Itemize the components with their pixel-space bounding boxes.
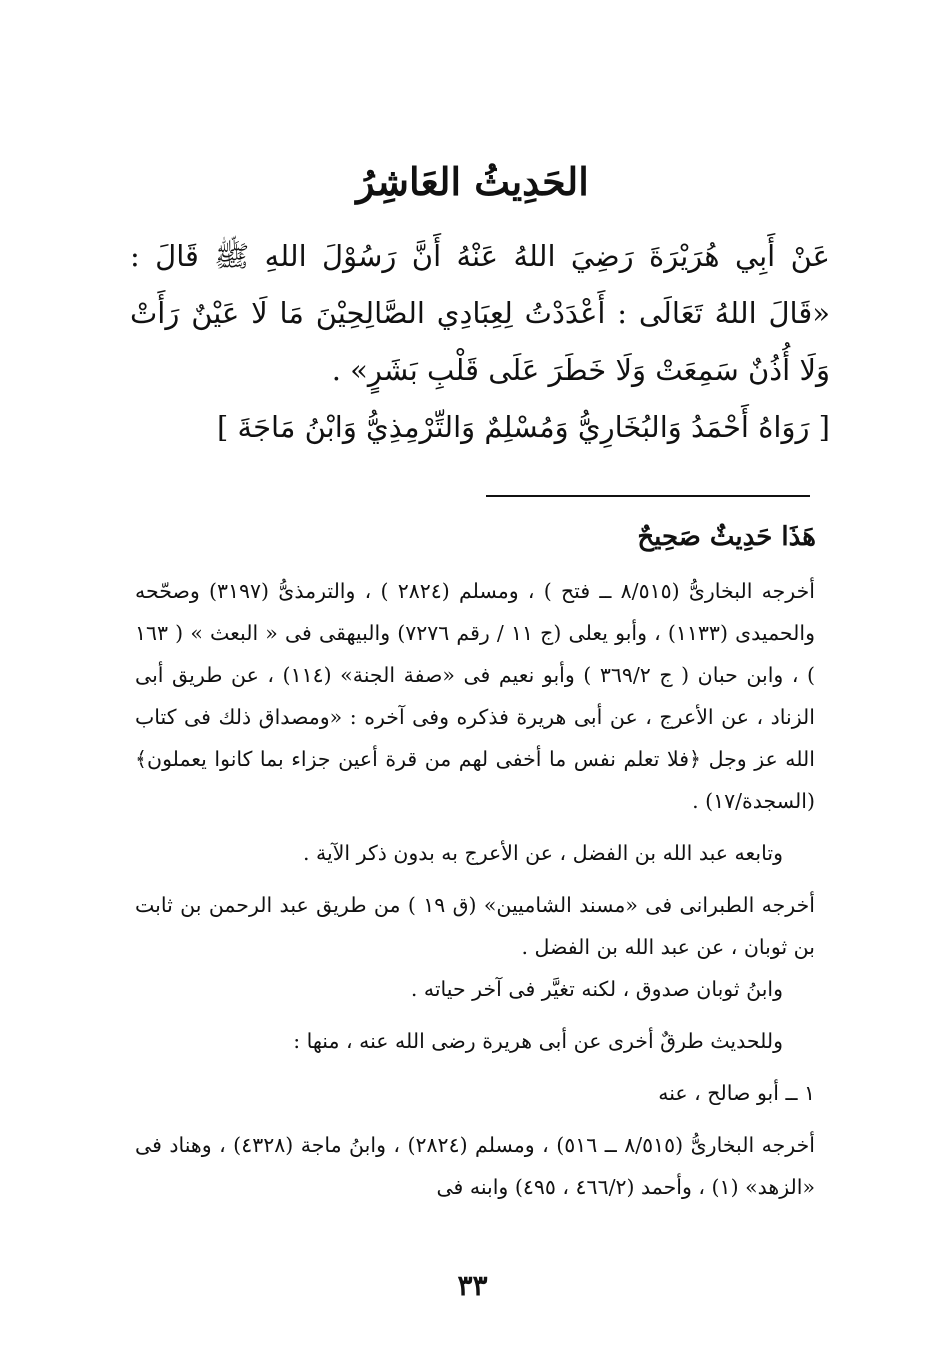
commentary-paragraph: وابنُ ثوبان صدوق ، لكنه تغيَّر فى آخر حياته . — [410, 977, 783, 1001]
commentary-paragraph: أخرجه البخارىُّ (٨/٥١٥ ــ فتح ) ، ومسلم (٢٨٢٤ ) ، والترمذىُّ (٣١٩٧) وصحّحه والحميدى (١١٣٣) ، وأبو يعلى (ج ١١ / رقم ٧٢٧٦) والبيهقى فى « البعث » ( ١٦٣ ) ، وابن حبان ( ج ٣٦٩/٢ ) وأبو نعيم فى «صفة الجنة» (١١٤) ، عن طريق أبى الزناد ، عن الأعرج ، عن أبى هريرة فذكره وفى آخره : «ومصداق ذلك فى كتاب الله عز وجل ﴿فلا تعلم نفس ما أخفى لهم من قرة أعين جزاء بما كانوا يعملون﴾ (السجدة/١٧) . — [135, 579, 815, 813]
hadith-text: عَنْ أَبِي هُرَيْرَةَ رَضِيَ اللهُ عَنْهُ أَنَّ رَسُوْلَ اللهِ ﷺ قَالَ : «قَالَ اللهُ تَعَالَى : أَعْدَدْتُ لِعِبَادِي الصَّالِحِيْنَ مَا لَا عَيْنٌ رَأَتْ وَلَا أُذُنٌ سَمِعَتْ وَلَا خَطَرَ عَلَى قَلْبِ بَشَرٍ» . — [130, 239, 830, 387]
section-divider — [486, 495, 810, 497]
hadith-reference: [ رَوَاهُ أَحْمَدُ وَالبُخَارِيُّ وَمُسْلِمٌ وَالتِّرْمِذِيُّ وَابْنُ مَاجَةَ ] — [217, 410, 830, 444]
commentary-paragraph: وتابعه عبد الله بن الفضل ، عن الأعرج به بدون ذكر الآية . — [303, 841, 783, 865]
list-item-heading: ١ ــ أبو صالح ، عنه — [658, 1081, 815, 1105]
hadith-title: الحَدِيثُ العَاشِرُ — [356, 159, 589, 204]
commentary-heading: هَذَا حَدِيثٌ صَحِيحٌ — [637, 522, 816, 552]
commentary-body — [135, 570, 815, 1208]
hadith-block — [130, 228, 830, 456]
commentary-paragraph: أخرجه البخارىُّ (٨/٥١٥ ــ ٥١٦) ، ومسلم (٢٨٢٤) ، وابنُ ماجة (٤٣٢٨) ، وهناد فى «الزهد» (١) ، وأحمد (٤٦٦/٢ ، ٤٩٥) وابنه فى — [135, 1133, 815, 1199]
commentary-paragraph: أخرجه الطبرانى فى «مسند الشاميين» (ق ١٩ ) من طريق عبد الرحمن بن ثابت بن ثوبان ، عن عبد الله بن الفضل . — [135, 893, 815, 959]
page-number: ٣٣ — [457, 1269, 488, 1302]
commentary-paragraph: وللحديث طرقٌ أخرى عن أبى هريرة رضى الله عنه ، منها : — [293, 1029, 783, 1053]
